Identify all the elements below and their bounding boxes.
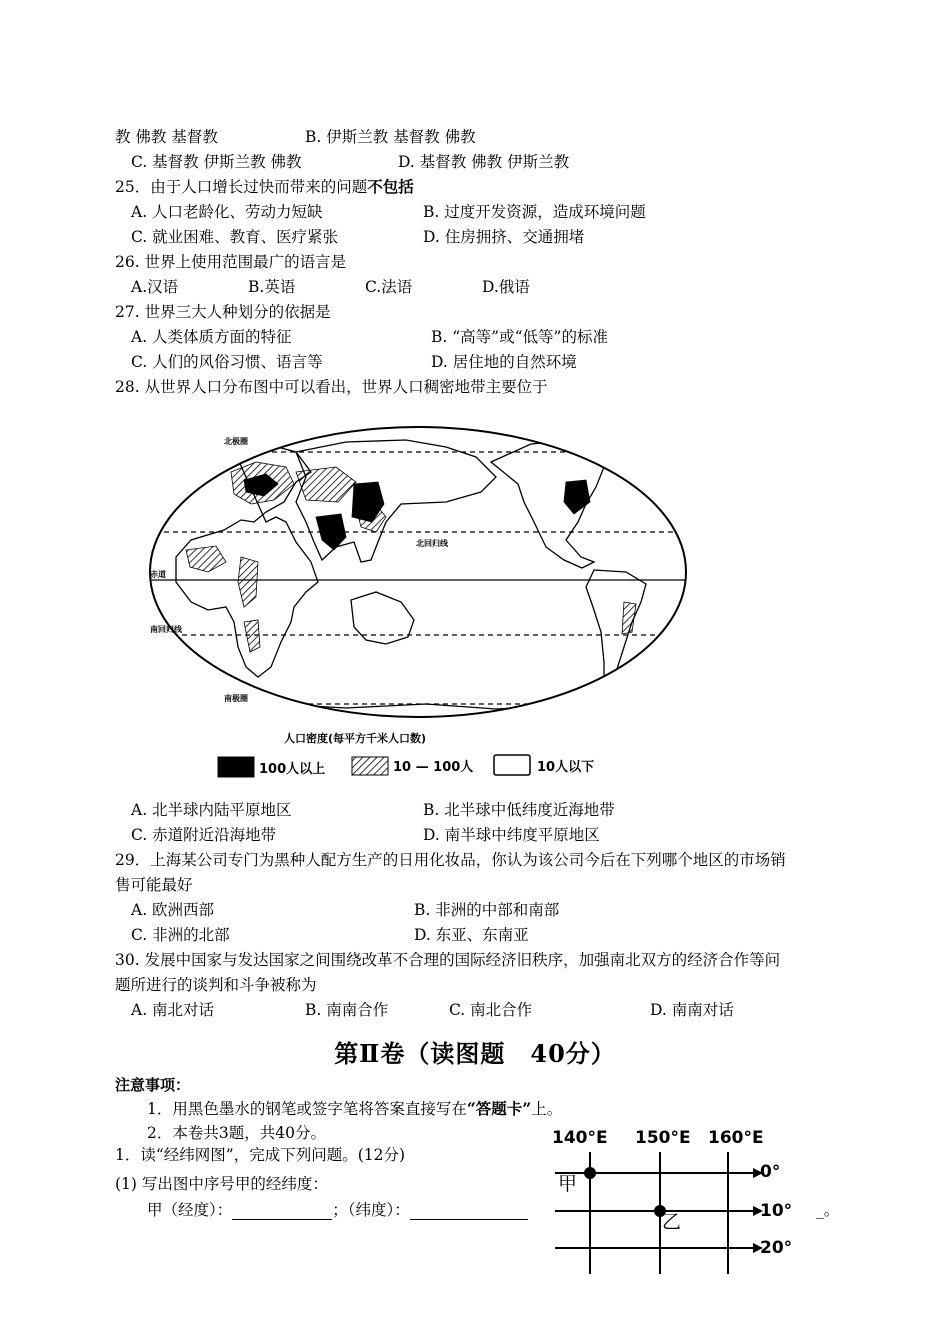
note-1-tail: 上。	[531, 1100, 563, 1118]
label-tropic-of-cancer: 北回归线	[416, 539, 448, 548]
q30-option-c: C. 南北合作	[449, 1001, 533, 1019]
q26-option-a: A.汉语	[131, 278, 179, 296]
label-tropic-of-capricorn: 南回归线	[150, 625, 182, 634]
q25-option-c: C. 就业困难、教育、医疗紧张	[131, 228, 339, 246]
q29-option-d: D. 东亚、东南亚	[414, 926, 529, 944]
legend-label-low: 10人以下	[537, 760, 595, 775]
q30-option-a: A. 南北对话	[131, 1001, 215, 1019]
answer-latitude-label: ；（纬度）：	[332, 1201, 410, 1219]
q25-option-b: B. 过度开发资源，造成环境问题	[423, 203, 646, 221]
q27-option-b: B. “高等”或“低等”的标准	[431, 328, 608, 346]
legend-label-high: 100人以上	[259, 762, 326, 777]
q26-option-b: B.英语	[248, 278, 296, 296]
q29-stem-line2: 售可能最好	[115, 876, 193, 894]
q24-option-c: C. 基督教 伊斯兰教 佛教	[131, 153, 302, 171]
lon-label-160: 160°E	[708, 1128, 764, 1148]
q25-stem-emphasis: 不包括	[367, 177, 414, 196]
note-1	[147, 1099, 562, 1119]
q28-option-b: B. 北半球中低纬度近海地带	[423, 801, 615, 819]
q28-option-c: C. 赤道附近沿海地带	[131, 826, 277, 844]
q28-option-d: D. 南半球中纬度平原地区	[423, 826, 600, 844]
q24-option-a-tail: 教 佛教 基督教	[115, 128, 218, 146]
answer-longitude-label: 甲（经度）：	[147, 1201, 233, 1219]
point-jia-label: 甲	[558, 1173, 578, 1195]
map-frame	[150, 427, 686, 717]
lon-label-140: 140°E	[552, 1128, 608, 1148]
lat-label-0: 0°	[760, 1162, 781, 1182]
q30-stem-line1: 30. 发展中国家与发达国家之间围绕改革不合理的国际经济旧秩序，加强南北双方的经济合作等问	[115, 951, 781, 969]
q24-option-b: B. 伊斯兰教 基督教 佛教	[305, 128, 476, 146]
legend-swatch-high	[218, 757, 254, 777]
lat-label-10: 10°	[760, 1201, 793, 1221]
q26-stem: 26. 世界上使用范围最广的语言是	[115, 253, 347, 271]
q1-answer-line	[147, 1200, 528, 1220]
label-arctic-circle: 北极圈	[224, 437, 248, 446]
q30-stem-line2: 题所进行的谈判和斗争被称为	[115, 976, 317, 994]
q30-option-d: D. 南南对话	[650, 1001, 734, 1019]
q29-option-c: C. 非洲的北部	[131, 926, 230, 944]
legend-title: 人口密度(每平方千米人口数)	[284, 732, 427, 745]
point-jia-marker	[584, 1167, 596, 1179]
q26-option-c: C.法语	[365, 278, 413, 296]
q25-stem-text: 25．由于人口增长过快而带来的问题	[115, 178, 368, 196]
answer-latitude-blank[interactable]	[410, 1203, 528, 1220]
q27-stem: 27. 世界三大人种划分的依据是	[115, 303, 331, 321]
q28-option-a: A. 北半球内陆平原地区	[131, 801, 292, 819]
section-ii-title: 第Ⅱ卷（读图题 40分）	[334, 1039, 616, 1068]
lat-label-20: 20°	[760, 1238, 793, 1258]
point-yi-label: 乙	[662, 1211, 682, 1233]
q24-option-d: D. 基督教 佛教 伊斯兰教	[398, 153, 570, 171]
q25-option-d: D. 住房拥挤、交通拥堵	[423, 228, 585, 246]
q29-option-b: B. 非洲的中部和南部	[414, 901, 560, 919]
answer-longitude-blank[interactable]	[232, 1203, 332, 1220]
q30-option-b: B. 南南合作	[305, 1001, 389, 1019]
legend-label-mid: 10 — 100人	[393, 760, 474, 775]
q1-trailing-mark: _。	[816, 1201, 840, 1219]
q27-option-c: C. 人们的风俗习惯、语言等	[131, 353, 323, 371]
q27-option-d: D. 居住地的自然环境	[431, 353, 577, 371]
note-2: 2．本卷共3题，共40分。	[147, 1124, 326, 1142]
q29-stem-line1: 29．上海某公司专门为黑种人配方生产的日用化妆品，你认为该公司今后在下列哪个地区的市场销	[115, 851, 786, 869]
q1-stem: 1．读“经纬网图”，完成下列问题。(12分)	[115, 1146, 406, 1164]
lon-label-150: 150°E	[635, 1128, 691, 1148]
q27-option-a: A. 人类体质方面的特征	[131, 328, 292, 346]
label-equator: 赤道	[150, 570, 166, 579]
notes-heading: 注意事项：	[115, 1076, 191, 1094]
legend-swatch-low	[494, 755, 530, 775]
q26-option-d: D.俄语	[482, 278, 530, 296]
world-population-density-map	[146, 422, 706, 787]
q25-option-a: A. 人口老龄化、劳动力短缺	[131, 203, 323, 221]
note-1-text: 1．用黑色墨水的钢笔或签字笔将答案直接写在	[147, 1100, 467, 1118]
q25-stem	[115, 177, 414, 197]
label-antarctic-circle: 南极圈	[224, 694, 248, 703]
q29-option-a: A. 欧洲西部	[131, 901, 215, 919]
note-1-answer-card: “答题卡”	[466, 1099, 532, 1118]
q28-stem: 28. 从世界人口分布图中可以看出，世界人口稠密地带主要位于	[115, 378, 548, 396]
q1-subquestion-1: (1) 写出图中序号甲的经纬度：	[115, 1175, 328, 1193]
legend-swatch-mid	[352, 757, 388, 775]
